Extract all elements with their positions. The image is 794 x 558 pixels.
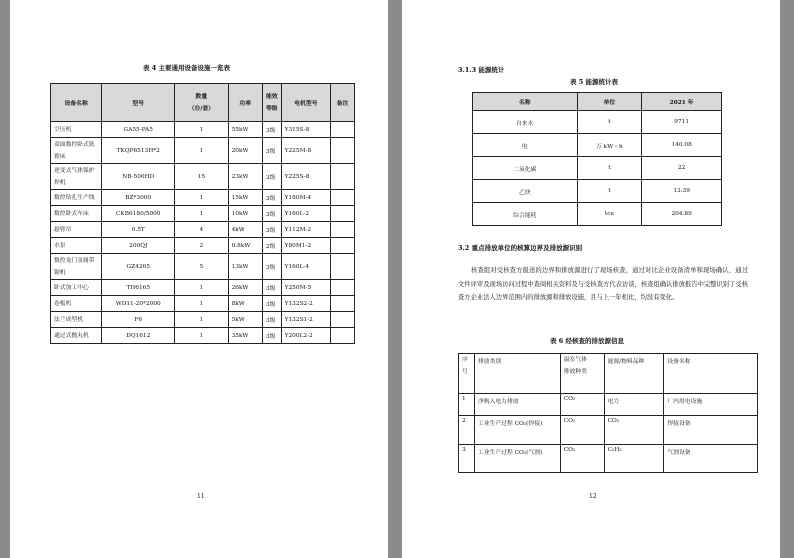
cell-type: 净购入电力排放	[474, 394, 560, 416]
t6-header-type: 排放类别	[474, 354, 560, 394]
cell-model: WD11-20*2000	[102, 296, 175, 312]
table-row	[51, 328, 355, 344]
section-heading-3-2: 3.2 重点排放单位的核算边界及排放源识别	[458, 244, 583, 252]
cell-unit: tce	[577, 203, 642, 226]
document-page-right	[402, 0, 780, 558]
cell-name: 卷板机	[51, 296, 102, 312]
cell-model: F6	[102, 312, 175, 328]
cell-name: 乙炔	[473, 180, 578, 203]
table-row	[473, 111, 722, 134]
cell-power: 23kW	[228, 164, 262, 190]
cell-motor: Y180M-4	[281, 190, 330, 206]
table-row	[473, 134, 722, 157]
table-row	[473, 180, 722, 203]
cell-name: 空压机	[51, 122, 102, 138]
cell-qty: 1	[175, 122, 228, 138]
page-number: 12	[589, 493, 597, 500]
cell-remark	[331, 312, 355, 328]
table-row	[51, 164, 355, 190]
section-heading-3-1-3: 3.1.3 能源统计	[458, 66, 505, 74]
table-row	[51, 206, 355, 222]
table-row	[51, 296, 355, 312]
cell-name: 法兰成型机	[51, 312, 102, 328]
t5-header-unit: 单位	[577, 93, 642, 111]
header-grade	[262, 84, 281, 122]
table-row	[51, 280, 355, 296]
cell-qty: 1	[175, 206, 228, 222]
cell-grade: 2级	[262, 238, 281, 254]
cell-model: GA55-PA5	[102, 122, 175, 138]
cell-grade: 3级	[262, 122, 281, 138]
cell-remark	[331, 222, 355, 238]
header-qty	[175, 84, 228, 122]
cell-value: 9711	[642, 111, 722, 134]
cell-qty: 1	[175, 138, 228, 164]
cell-grade: 3级	[262, 254, 281, 280]
table-row	[473, 157, 722, 180]
table-row	[459, 445, 758, 473]
t6-header-facility: 设备名称	[664, 354, 758, 394]
cell-power: 10kW	[228, 206, 262, 222]
t6-header-seq-line2: 号	[462, 369, 468, 375]
cell-model: TKQP6513H*2	[102, 138, 175, 164]
cell-motor: Y132S2-2	[281, 296, 330, 312]
cell-energy: CO₂	[604, 416, 664, 445]
cell-motor: Y112M-2	[281, 222, 330, 238]
header-remark: 备注	[331, 84, 355, 122]
cell-model: 200QJ	[102, 238, 175, 254]
cell-model: NB-500HD	[102, 164, 175, 190]
cell-motor: Y160L-2	[281, 206, 330, 222]
emission-source-table	[458, 353, 758, 473]
cell-model: CKB6180/5000	[102, 206, 175, 222]
energy-table	[472, 92, 722, 226]
cell-motor: Y250M-5	[281, 280, 330, 296]
table-row	[51, 190, 355, 206]
cell-name: 数控钻孔生产线	[51, 190, 102, 206]
cell-remark	[331, 328, 355, 344]
table-row	[459, 416, 758, 445]
cell-model: GZ4265	[102, 254, 175, 280]
cell-facility: 气割设备	[664, 445, 758, 473]
cell-motor: Y200L2-2	[281, 328, 330, 344]
header-motor: 电机型号	[281, 84, 330, 122]
cell-grade: 3级	[262, 312, 281, 328]
cell-grade: 3级	[262, 328, 281, 344]
table-row	[51, 222, 355, 238]
body-paragraph: 核查组对受核查方报送的边界和排放源进行了现场核查，通过对比企业设备清单和现场确认，通过文件评审及现场访问过程中查阅相关资料及与受核查方代表访谈，核查组确认排放报告中完整识别了受核查方企业法人边界范围内的排放源和排放设施，且与上一年相比，均没有变化。	[458, 267, 748, 301]
cell-gas: CO₂	[560, 394, 604, 416]
header-qty-line2: （台/套）	[188, 105, 214, 112]
cell-name: 数控龙门金属带锯机	[51, 254, 102, 280]
cell-power: 5kW	[228, 312, 262, 328]
t5-header-year: 2021 年	[642, 93, 722, 111]
cell-model: TH6165	[102, 280, 175, 296]
table5-caption: 表 5 能源统计表	[570, 78, 619, 86]
cell-gas: CO₂	[560, 416, 604, 445]
cell-model: DQ1612	[102, 328, 175, 344]
cell-name: 悬臂吊	[51, 222, 102, 238]
cell-motor: Y160L-4	[281, 254, 330, 280]
cell-value: 13.39	[642, 180, 722, 203]
table-row	[473, 203, 722, 226]
header-grade-line2: 等级	[265, 105, 278, 112]
cell-grade: 3级	[262, 164, 281, 190]
cell-remark	[331, 122, 355, 138]
cell-unit: t	[577, 157, 642, 180]
table-row	[51, 138, 355, 164]
cell-name: 自来水	[473, 111, 578, 134]
cell-power: 55kW	[228, 122, 262, 138]
equipment-table	[50, 83, 355, 344]
cell-motor: Y225S-8	[281, 164, 330, 190]
table-row	[51, 254, 355, 280]
cell-value: 22	[642, 157, 722, 180]
cell-remark	[331, 190, 355, 206]
cell-energy: 电力	[604, 394, 664, 416]
cell-qty: 1	[175, 312, 228, 328]
cell-power: 26kW	[228, 280, 262, 296]
t5-header-name: 名称	[473, 93, 578, 111]
page-number: 11	[197, 493, 205, 500]
t6-header-gas-line2: 排放种类	[563, 369, 587, 375]
cell-grade: 3级	[262, 206, 281, 222]
cell-name: 逆变式气体保护焊机	[51, 164, 102, 190]
cell-value: 204.89	[642, 203, 722, 226]
cell-power: 15kW	[228, 190, 262, 206]
cell-name: 综合能耗	[473, 203, 578, 226]
cell-grade: 3级	[262, 280, 281, 296]
cell-qty: 5	[175, 254, 228, 280]
cell-motor: Y315S-8	[281, 122, 330, 138]
cell-motor: Y225M-8	[281, 138, 330, 164]
cell-grade: 3级	[262, 296, 281, 312]
cell-remark	[331, 138, 355, 164]
cell-power: 4kW	[228, 222, 262, 238]
cell-remark	[331, 164, 355, 190]
cell-qty: 1	[175, 280, 228, 296]
cell-grade: 3级	[262, 222, 281, 238]
header-model: 型号	[102, 84, 175, 122]
cell-power: 8kW	[228, 296, 262, 312]
cell-power: 0.8kW	[228, 238, 262, 254]
cell-seq: 3	[459, 445, 475, 473]
table-row	[51, 312, 355, 328]
cell-unit: t	[577, 111, 642, 134]
table6-caption: 表 6 经核查的排放源信息	[550, 337, 625, 345]
cell-qty: 1	[175, 296, 228, 312]
cell-model: BZ*3000	[102, 190, 175, 206]
cell-model: 0.5T	[102, 222, 175, 238]
cell-remark	[331, 254, 355, 280]
cell-grade: 3级	[262, 138, 281, 164]
header-power: 功率	[228, 84, 262, 122]
cell-name: 数控卧式车床	[51, 206, 102, 222]
cell-qty: 1	[175, 328, 228, 344]
cell-name: 通过式抛丸机	[51, 328, 102, 344]
cell-type: 工业生产过程 CO₂(焊接)	[474, 416, 560, 445]
cell-qty: 15	[175, 164, 228, 190]
table-row	[459, 394, 758, 416]
header-grade-line1: 能效	[265, 93, 278, 100]
t6-header-gas-line1: 温室气体	[563, 357, 587, 363]
t6-header-energy: 能源/物料品种	[604, 354, 664, 394]
cell-grade: 3级	[262, 190, 281, 206]
cell-seq: 1	[459, 394, 475, 416]
cell-remark	[331, 206, 355, 222]
t6-header-gas	[560, 354, 604, 394]
cell-remark	[331, 280, 355, 296]
cell-unit: 万 kW・h	[577, 134, 642, 157]
table-row	[51, 238, 355, 254]
cell-qty: 1	[175, 190, 228, 206]
t6-header-seq	[459, 354, 475, 394]
t6-header-seq-line1: 序	[462, 357, 468, 363]
cell-qty: 4	[175, 222, 228, 238]
header-name: 设备名称	[51, 84, 102, 122]
cell-name: 二氧化碳	[473, 157, 578, 180]
cell-name: 双面数控卧式铣镗床	[51, 138, 102, 164]
cell-power: 13kW	[228, 254, 262, 280]
cell-unit: t	[577, 180, 642, 203]
cell-remark	[331, 296, 355, 312]
document-page-left	[10, 0, 388, 558]
cell-motor: Y80M1-2	[281, 238, 330, 254]
cell-facility: 焊接设备	[664, 416, 758, 445]
cell-energy: C₂H₂	[604, 445, 664, 473]
cell-gas: CO₂	[560, 445, 604, 473]
cell-seq: 2	[459, 416, 475, 445]
table-row	[51, 122, 355, 138]
cell-power: 20kW	[228, 138, 262, 164]
table4-caption: 表 4 主要通用设备设施一览表	[143, 64, 231, 72]
cell-facility: 厂内用电设施	[664, 394, 758, 416]
cell-name: 电	[473, 134, 578, 157]
cell-name: 水泵	[51, 238, 102, 254]
cell-qty: 2	[175, 238, 228, 254]
cell-remark	[331, 238, 355, 254]
cell-type: 工业生产过程 CO₂(气割)	[474, 445, 560, 473]
cell-motor: Y132S1-2	[281, 312, 330, 328]
header-qty-line1: 数量	[195, 93, 208, 100]
cell-power: 35kW	[228, 328, 262, 344]
cell-value: 140.08	[642, 134, 722, 157]
cell-name: 卧式加工中心	[51, 280, 102, 296]
